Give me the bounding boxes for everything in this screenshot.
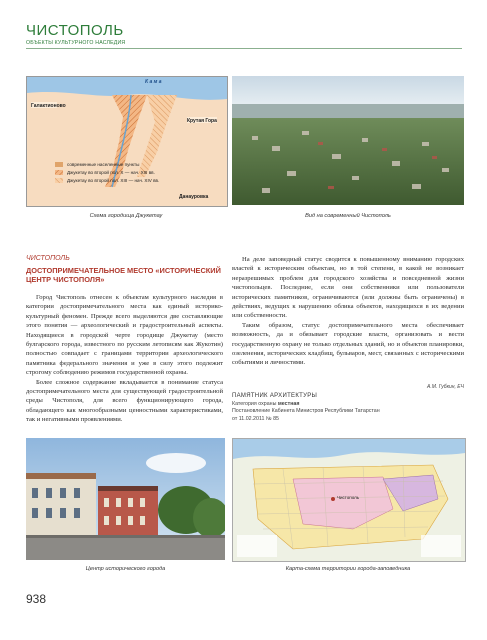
city-map-label-center: Чистополь <box>337 495 360 500</box>
monument-info <box>232 393 464 423</box>
article-heading: ДОСТОПРИМЕЧАТЕЛЬНОЕ МЕСТО «ИСТОРИЧЕСКИЙ ЦЕНТР ЧИСТОПОЛЯ» <box>26 266 221 284</box>
article-section-label: ЧИСТОПОЛЬ <box>26 255 70 262</box>
page-header-subtitle: ОБЪЕКТЫ КУЛЬТУРНОГО НАСЛЕДИЯ <box>26 40 126 46</box>
article-paragraph: Город Чистополь отнесен к объектам культурного наследия в категории достопримечательного места как единый историко-культурный феномен. Прежде всего выделяются две составляющие этого понятия — археологический и градостроительный аспекты. Находящиеся в городской черте городище Джукетау (место булгарского города, известного по русским летописям как Жукотин) полностью совпадает с границами территории археологического памятника федерального значения и уже в силу этого подлежит строгому соблюдению режимов государственной охраны. <box>26 294 223 377</box>
city-map <box>232 438 466 562</box>
scheme-label-krutaya-gora: Крутая Гора <box>187 118 217 124</box>
aerial-photo-caption: Вид на современный Чистополь <box>305 213 391 219</box>
street-photo-caption: Центр исторического города <box>85 566 166 572</box>
scheme-label-danaurovka: Данауровка <box>179 194 209 200</box>
monument-decree-date: от 11.02.2011 № 85 <box>232 415 279 422</box>
scheme-legend-item: современные населенные пункты <box>67 162 140 167</box>
article-left-column <box>26 293 223 425</box>
scheme-legend-item: Джукетау во второй пол. XIII — нач. XIV вв. <box>67 178 160 183</box>
page-header-title: ЧИСТОПОЛЬ <box>26 22 124 39</box>
scheme-label-galaktionovo: Галактионово <box>31 103 66 109</box>
article-paragraph: Более сложное содержание вкладывается в понимание статуса достопримечательного места для существующей градостроительной среды Чистополя, для всего функционирующего города, обладающего как многообразными ценностными характеристиками, так и негативными проявлениями. <box>26 378 223 424</box>
header-divider <box>26 48 462 49</box>
article-paragraph: Таким образом, статус достопримечательного места обеспечивает возможность, да и обязывает городские власти, организовать и вести государственную охрану не только отдельных зданий, но и объектов планировки, озеленения, исторических кладбищ, бульваров, мест, связанных с историческими событиями и личностями. <box>232 321 464 367</box>
monument-decree: Постановление Кабинета Министров Республики Татарстан <box>232 408 380 415</box>
scheme-map-figure <box>26 76 228 207</box>
scheme-map-caption: Схема городища Джукетау <box>89 213 163 219</box>
street-photo-graphic <box>26 438 225 560</box>
monument-category-prefix: Категория охраны <box>232 400 277 407</box>
city-map-graphic <box>233 439 465 561</box>
aerial-photo-graphic <box>232 76 464 205</box>
scheme-legend-item: Джукетау во второй пол. X — нач. XIII вв. <box>67 170 155 175</box>
page-number: 938 <box>26 592 47 606</box>
scheme-label-kama: К а м а <box>145 79 162 85</box>
monument-category <box>232 401 464 409</box>
street-photo <box>26 438 225 560</box>
city-map-caption: Карта-схема территории города-заповедника <box>285 566 411 572</box>
monument-category-value: местная <box>277 400 300 407</box>
article-author: А.М. Губкин, ЕЧ <box>427 384 464 390</box>
monument-heading: ПАМЯТНИК АРХИТЕКТУРЫ <box>232 393 318 399</box>
article-paragraph: На деле заповедный статус сводится к повышенному вниманию городских властей к историческим объектам, но в той степени, в какой не возникает неразрешимых проблем для городского хозяйства и повседневной жизни чистопольцев. Последние, если они собственники или пользователи исторических памятников, ограничиваются (или должны быть ограничены) в действиях, ведущих к нарушению облика объектов, находящихся в их ведении или собственности. <box>232 256 464 320</box>
scheme-map-graphic <box>27 77 227 206</box>
article-right-column <box>232 255 464 368</box>
aerial-photo <box>232 76 464 205</box>
